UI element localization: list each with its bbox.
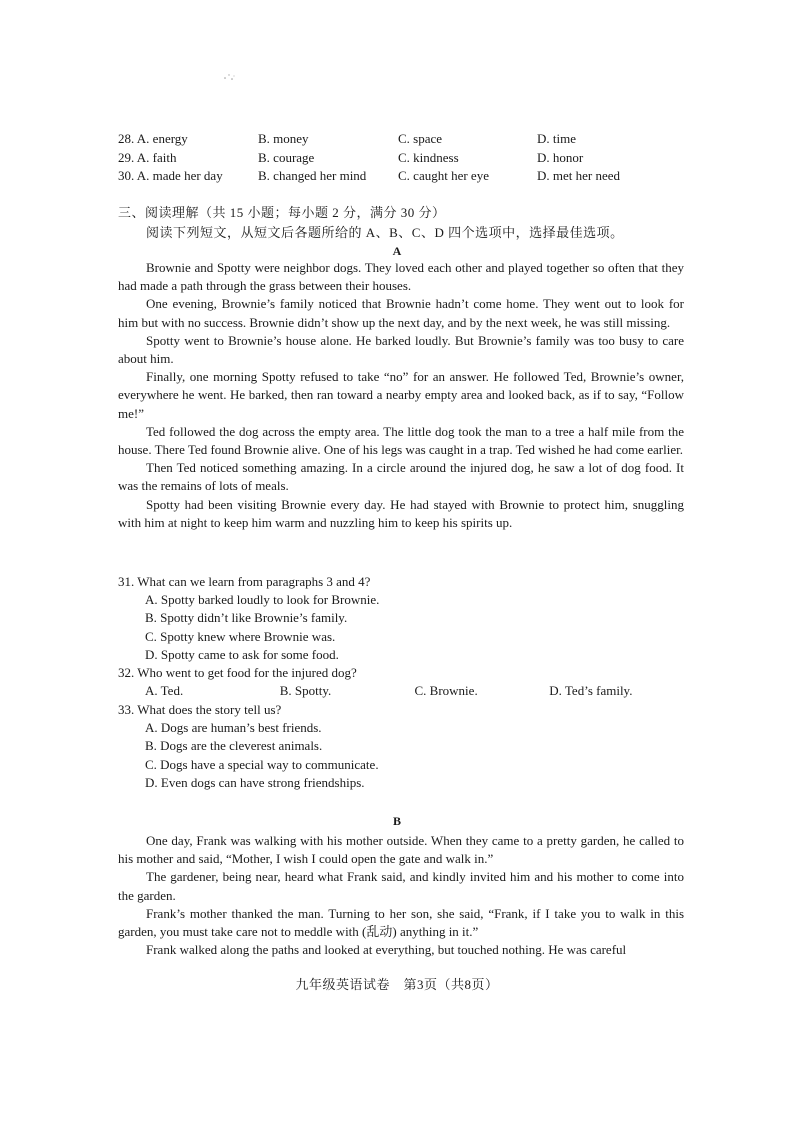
question-stem: 33. What does the story tell us? — [118, 702, 282, 717]
section-instruction: 阅读下列短文，从短文后各题所给的 A、B、C、D 四个选项中，选择最佳选项。 — [146, 225, 624, 240]
paragraph: One day, Frank was walking with his mother outside. When they came to a pretty garden, he called to his mother and said, “Mother, I wish I could open the gate and walk in.” — [118, 833, 684, 867]
option-b: B. courage — [258, 149, 315, 165]
page-footer: 九年级英语试卷 第3页（共8页） — [295, 977, 499, 992]
option-a: 28. A. energy — [118, 131, 188, 146]
paragraph: Frank’s mother thanked the man. Turning to her son, she said, “Frank, if I take you to walk in this garden, you must take care not to meddle with (乱动) anything in it.” — [118, 905, 684, 940]
answer-option: C. Spotty knew where Brownie was. — [145, 628, 336, 644]
option-b: B. changed her mind — [258, 168, 367, 183]
option-d: D. honor — [537, 149, 584, 165]
option-b: B. money — [258, 131, 309, 146]
answer-option: B. Dogs are the cleverest animals. — [145, 738, 323, 754]
answer-option: C. Brownie. — [414, 683, 478, 699]
answer-option: B. Spotty didn’t like Brownie’s family. — [145, 610, 348, 626]
answer-option: A. Ted. — [145, 683, 184, 699]
passage-b-body — [118, 832, 684, 959]
question-33 — [118, 701, 684, 792]
paragraph: Brownie and Spotty were neighbor dogs. They loved each other and played together so often that they had made a path through the grass between their houses. — [118, 260, 684, 294]
cloze-row-29 — [118, 149, 678, 168]
answer-option: A. Dogs are human’s best friends. — [145, 720, 322, 736]
paragraph: Spotty went to Brownie’s house alone. He barked loudly. But Brownie’s family was too busy to care about him. — [118, 332, 684, 367]
passage-b-title: B — [392, 814, 401, 828]
paragraph: Finally, one morning Spotty refused to take “no” for an answer. He followed Ted, Brownie’s owner, everywhere he went. He barked, then ran toward a nearby empty area and looked back, as if to say, “Follow me!” — [118, 369, 684, 421]
question-31 — [118, 573, 684, 664]
question-stem: 31. What can we learn from paragraphs 3 and 4? — [118, 574, 371, 589]
paragraph: Spotty had been visiting Brownie every day. He had stayed with Brownie to protect him, snuggling with him at night to keep him warm and nuzzling him to keep his spirits up. — [118, 496, 684, 530]
answer-option: C. Dogs have a special way to communicate. — [145, 756, 379, 772]
answer-options-row — [145, 682, 684, 700]
option-c: C. space — [398, 131, 443, 146]
cloze-options — [118, 130, 678, 186]
paragraph: The gardener, being near, heard what Frank said, and kindly invited him and his mother to come into the garden. — [118, 869, 684, 903]
cloze-row-30 — [118, 167, 678, 186]
answer-option: B. Spotty. — [279, 683, 332, 699]
cloze-row-28 — [118, 130, 678, 149]
option-c: C. caught her eye — [398, 168, 489, 183]
paragraph: Frank walked along the paths and looked at everything, but touched nothing. He was careful — [146, 942, 627, 958]
answer-option: D. Ted’s family. — [549, 683, 633, 699]
option-d: D. met her need — [537, 168, 621, 183]
option-a: 29. A. faith — [118, 149, 177, 165]
passage-a-body — [118, 259, 684, 532]
question-32 — [118, 664, 684, 700]
scan-speck — [222, 72, 236, 82]
section-heading: 三、阅读理解（共 15 小题；每小题 2 分，满分 30 分） — [118, 205, 446, 220]
answer-option: A. Spotty barked loudly to look for Brownie. — [145, 592, 380, 608]
answer-option: D. Spotty came to ask for some food. — [145, 646, 339, 662]
paragraph: Ted followed the dog across the empty area. The little dog took the man to a tree a half mile from the house. There Ted found Brownie alive. One of his legs was caught in a trap. Ted wished he had come earlier. — [118, 423, 684, 458]
passage-a-title: A — [392, 244, 402, 258]
option-c: C. kindness — [398, 149, 459, 165]
option-a: 30. A. made her day — [118, 168, 223, 183]
paragraph: One evening, Brownie’s family noticed that Brownie hadn’t come home. They went out to look for him but with no success. Brownie didn’t show up the next day, and by the next week, he was still missing. — [118, 296, 684, 330]
paragraph: Then Ted noticed something amazing. In a circle around the injured dog, he saw a lot of dog food. It was the remains of lots of meals. — [118, 460, 684, 494]
option-d: D. time — [537, 131, 576, 146]
question-stem: 32. Who went to get food for the injured dog? — [118, 665, 357, 680]
answer-option: D. Even dogs can have strong friendships. — [145, 774, 365, 790]
